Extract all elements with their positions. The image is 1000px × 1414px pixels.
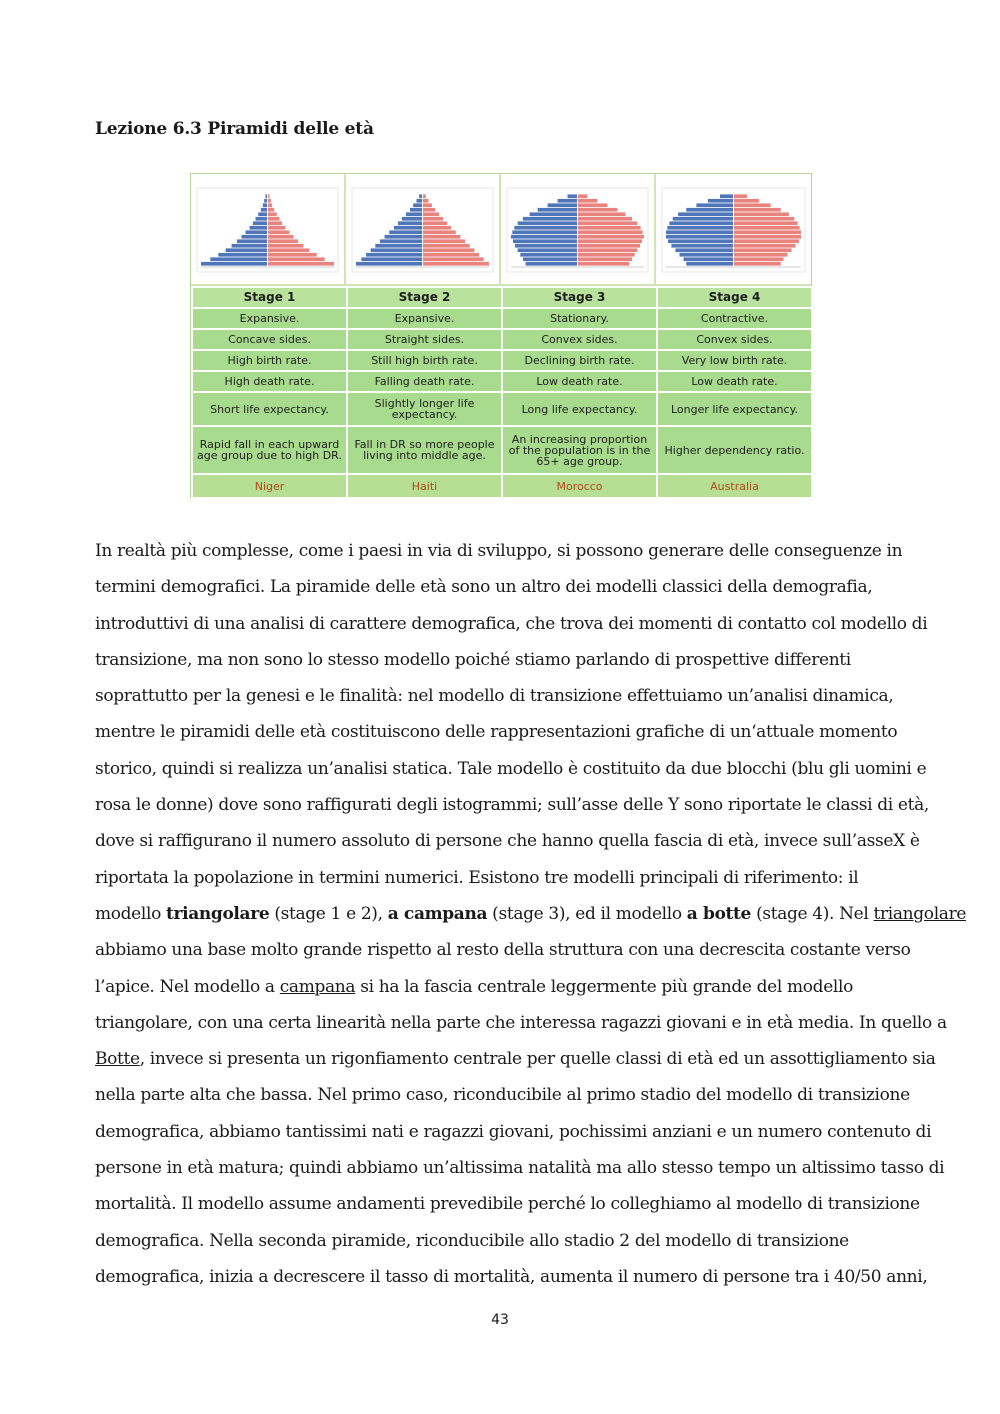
- female-bar: [423, 199, 428, 203]
- table-cell: Stage 1: [192, 287, 347, 308]
- female-bar: [734, 262, 781, 266]
- male-bar: [671, 244, 733, 248]
- male-bar: [526, 262, 577, 266]
- female-bar: [423, 257, 484, 261]
- male-bar: [242, 235, 267, 239]
- male-bar: [720, 194, 733, 198]
- female-bar: [734, 248, 792, 252]
- female-bar: [578, 257, 632, 261]
- pyramid-svg: [501, 174, 654, 284]
- female-bar: [734, 212, 789, 216]
- male-bar: [210, 257, 267, 261]
- female-bar: [734, 257, 783, 261]
- text-line: demografica, inizia a decrescere il tasso di mortalità, aumenta il numero di persone tra i 40/50 anni,: [95, 1266, 928, 1287]
- female-bar: [734, 203, 771, 207]
- text-line: nella parte alta che bassa. Nel primo caso, riconducibile al primo stadio del modello di transizione: [95, 1085, 910, 1106]
- female-bar: [268, 194, 269, 198]
- female-bar: [734, 217, 794, 221]
- table-cell: High birth rate.: [192, 350, 347, 371]
- female-bar: [268, 226, 285, 230]
- female-bar: [268, 239, 298, 243]
- text-line: [95, 896, 967, 932]
- male-bar: [237, 239, 267, 243]
- female-bar: [423, 235, 460, 239]
- female-bar: [578, 212, 625, 216]
- male-bar: [380, 239, 422, 243]
- text-line: abbiamo una base molto grande rispetto al resto della struttura con una decrescita costante verso: [95, 940, 911, 961]
- female-bar: [268, 221, 282, 225]
- male-bar: [398, 221, 422, 225]
- female-bar: [423, 217, 443, 221]
- male-bar: [523, 217, 577, 221]
- male-bar: [686, 262, 733, 266]
- table-row: [192, 308, 812, 329]
- male-bar: [266, 194, 267, 198]
- table-cell: Australia: [657, 474, 812, 498]
- male-bar: [410, 208, 422, 212]
- text-span: l’apice. Nel modello a: [95, 976, 280, 997]
- table-row: [192, 474, 812, 498]
- male-bar: [667, 226, 733, 230]
- female-bar: [268, 248, 309, 252]
- male-bar: [406, 212, 422, 216]
- table-cell: Higher dependency ratio.: [657, 426, 812, 474]
- female-bar: [734, 208, 781, 212]
- text-line: soprattutto per la genesi e le finalità: nel modello di transizione effettuiamo un’analisi dinamica,: [95, 686, 894, 707]
- pyramid-stage-4: [656, 174, 811, 284]
- female-bar: [734, 199, 759, 203]
- female-bar: [734, 221, 798, 225]
- male-bar: [530, 212, 577, 216]
- female-bar: [734, 226, 800, 230]
- bold-term-botte: a botte: [686, 903, 752, 924]
- male-bar: [538, 208, 577, 212]
- table-cell: Straight sides.: [347, 329, 502, 350]
- page-number: 43: [491, 1312, 509, 1328]
- text-line: triangolare, con una certa linearità nella parte che interessa ragazzi giovani e in età media. In quello a: [95, 1012, 947, 1033]
- table-cell: Expansive.: [192, 308, 347, 329]
- pyramid-svg: [656, 174, 811, 284]
- table-cell: Long life expectancy.: [502, 392, 657, 426]
- male-bar: [523, 257, 577, 261]
- table-cell: Niger: [192, 474, 347, 498]
- male-bar: [548, 203, 577, 207]
- pyramid-frame: [662, 188, 805, 272]
- female-bar: [578, 194, 587, 198]
- female-bar: [423, 239, 465, 243]
- male-bar: [513, 239, 577, 243]
- male-bar: [375, 244, 422, 248]
- section-heading: Lezione 6.3 Piramidi delle età: [95, 119, 374, 139]
- male-bar: [413, 203, 422, 207]
- text-line: riportata la popolazione in termini numerici. Esistono tre modelli principali di riferimento: il: [95, 867, 859, 888]
- male-bar: [246, 230, 267, 234]
- female-bar: [734, 194, 747, 198]
- table-cell: Very low birth rate.: [657, 350, 812, 371]
- male-bar: [558, 199, 577, 203]
- text-line: mentre le piramidi delle età costituiscono delle rappresentazioni grafiche di un‘attuale momento: [95, 722, 898, 743]
- male-bar: [511, 235, 577, 239]
- table-cell: Contractive.: [657, 308, 812, 329]
- female-bar: [578, 230, 643, 234]
- text-span: si ha la fascia centrale leggermente più grande del modello: [355, 976, 853, 997]
- male-bar: [708, 199, 733, 203]
- male-bar: [675, 248, 733, 252]
- female-bar: [423, 262, 489, 266]
- table-row: [192, 392, 812, 426]
- female-bar: [268, 203, 272, 207]
- underlined-term-botte: Botte: [95, 1049, 140, 1070]
- text-line: persone in età matura; quindi abbiamo un’altissima natalità ma allo stesso tempo un altissimo tasso di: [95, 1158, 945, 1179]
- female-bar: [578, 208, 617, 212]
- text-line: dove si raffigurano il numero assoluto di persone che hanno quella fascia di età, invece sull’asseX è: [95, 831, 920, 852]
- table-cell: Slightly longer life expectancy.: [347, 392, 502, 426]
- text-line: demografica. Nella seconda piramide, riconducibile allo stadio 2 del modello di transizione: [95, 1230, 849, 1251]
- female-bar: [734, 253, 788, 257]
- male-bar: [371, 248, 422, 252]
- male-bar: [261, 208, 267, 212]
- female-bar: [423, 221, 447, 225]
- male-bar: [514, 226, 577, 230]
- male-bar: [512, 230, 577, 234]
- male-bar: [669, 221, 733, 225]
- text-line: rosa le donne) dove sono raffigurati degli istogrammi; sull’asse delle Y sono riportate le classi di età,: [95, 795, 929, 816]
- table-row: [192, 371, 812, 392]
- male-bar: [361, 257, 422, 261]
- female-bar: [423, 203, 432, 207]
- female-bar: [734, 235, 801, 239]
- table-cell: Convex sides.: [657, 329, 812, 350]
- male-bar: [389, 230, 422, 234]
- female-bar: [423, 253, 479, 257]
- female-bar: [578, 217, 632, 221]
- female-bar: [268, 244, 303, 248]
- female-bar: [423, 244, 470, 248]
- male-bar: [568, 194, 577, 198]
- table-cell: An increasing proportion of the population is in the 65+ age group.: [502, 426, 657, 474]
- male-bar: [258, 212, 267, 216]
- male-bar: [263, 203, 267, 207]
- male-bar: [668, 239, 733, 243]
- female-bar: [423, 248, 474, 252]
- pyramid-svg: [346, 174, 499, 284]
- male-bar: [678, 212, 733, 216]
- text-span: (stage 1 e 2),: [269, 903, 388, 924]
- pyramid-svg: [191, 174, 344, 284]
- male-bar: [520, 253, 577, 257]
- text-line: In realtà più complesse, come i paesi in via di sviluppo, si possono generare delle conseguenze in: [95, 541, 903, 561]
- pyramid-stage-1: [191, 174, 346, 284]
- table-cell: Stage 2: [347, 287, 502, 308]
- female-bar: [268, 199, 271, 203]
- female-bar: [268, 212, 277, 216]
- text-line: termini demografici. La piramide delle età sono un altro dei modelli classici della demografia,: [95, 577, 873, 598]
- female-bar: [578, 262, 629, 266]
- male-bar: [666, 230, 733, 234]
- table-cell: Stage 4: [657, 287, 812, 308]
- table-cell: Longer life expectancy.: [657, 392, 812, 426]
- male-bar: [666, 235, 733, 239]
- male-bar: [253, 221, 267, 225]
- table-cell: High death rate.: [192, 371, 347, 392]
- female-bar: [423, 230, 456, 234]
- stages-table: [191, 286, 813, 499]
- text-line: [95, 969, 910, 1005]
- female-bar: [578, 244, 640, 248]
- male-bar: [356, 262, 422, 266]
- table-cell: Low death rate.: [657, 371, 812, 392]
- male-bar: [264, 199, 267, 203]
- female-bar: [423, 212, 439, 216]
- male-bar: [232, 244, 267, 248]
- male-bar: [366, 253, 422, 257]
- pyramid-stage-2: [346, 174, 501, 284]
- female-bar: [734, 230, 801, 234]
- text-line: [95, 1041, 936, 1077]
- body-text: [95, 533, 967, 1295]
- table-cell: Falling death rate.: [347, 371, 502, 392]
- female-bar: [268, 208, 274, 212]
- female-bar: [578, 239, 642, 243]
- table-row: [192, 287, 812, 308]
- male-bar: [515, 244, 577, 248]
- table-cell: Haiti: [347, 474, 502, 498]
- text-line: demografica, abbiamo tantissimi nati e ragazzi giovani, pochissimi anziani e un numero contenuto di: [95, 1121, 932, 1142]
- table-cell: Stage 3: [502, 287, 657, 308]
- pyramid-charts-row: [191, 174, 811, 284]
- text-span: , invece si presenta un rigonfiamento centrale per quelle classi di età ed un assottigliamento sia: [139, 1049, 936, 1070]
- male-bar: [394, 226, 422, 230]
- female-bar: [268, 262, 334, 266]
- female-bar: [578, 203, 607, 207]
- female-bar: [578, 226, 641, 230]
- table-cell: Stationary.: [502, 308, 657, 329]
- text-span: (stage 3), ed il modello: [487, 903, 687, 924]
- pyramid-stage-3: [501, 174, 656, 284]
- female-bar: [268, 217, 279, 221]
- text-line: introduttivi di una analisi di carattere demografica, che trova dei momenti di contatto col modello di: [95, 613, 928, 634]
- male-bar: [419, 194, 422, 198]
- female-bar: [423, 194, 426, 198]
- table-row: [192, 329, 812, 350]
- text-line: transizione, ma non sono lo stesso modello poiché stiamo parlando di prospettive differenti: [95, 649, 851, 670]
- population-pyramids-figure: [190, 173, 812, 498]
- female-bar: [423, 208, 435, 212]
- male-bar: [518, 221, 577, 225]
- male-bar: [686, 208, 733, 212]
- male-bar: [680, 253, 734, 257]
- table-cell: Declining birth rate.: [502, 350, 657, 371]
- underlined-term-triangolare: triangolare: [873, 903, 967, 924]
- male-bar: [684, 257, 733, 261]
- female-bar: [423, 226, 451, 230]
- female-bar: [734, 239, 799, 243]
- table-cell: Still high birth rate.: [347, 350, 502, 371]
- female-bar: [268, 257, 325, 261]
- table-cell: Concave sides.: [192, 329, 347, 350]
- male-bar: [696, 203, 733, 207]
- female-bar: [578, 248, 637, 252]
- table-cell: Convex sides.: [502, 329, 657, 350]
- text-line: mortalità. Il modello assume andamenti prevedibile perché lo colleghiamo al modello di transizione: [95, 1194, 920, 1215]
- male-bar: [250, 226, 267, 230]
- bold-term-triangolare: triangolare: [166, 903, 270, 924]
- table-cell: Rapid fall in each upward age group due to high DR.: [192, 426, 347, 474]
- table-cell: Expansive.: [347, 308, 502, 329]
- female-bar: [578, 221, 637, 225]
- male-bar: [218, 253, 267, 257]
- male-bar: [402, 217, 422, 221]
- male-bar: [256, 217, 267, 221]
- table-cell: Fall in DR so more people living into middle age.: [347, 426, 502, 474]
- female-bar: [268, 230, 289, 234]
- text-line: storico, quindi si realizza un’analisi statica. Tale modello è costituito da due blocchi (blu gli uomini e: [95, 758, 927, 779]
- male-bar: [417, 199, 422, 203]
- female-bar: [578, 253, 635, 257]
- female-bar: [578, 235, 644, 239]
- table-cell: Morocco: [502, 474, 657, 498]
- male-bar: [226, 248, 267, 252]
- female-bar: [268, 253, 317, 257]
- female-bar: [578, 199, 597, 203]
- female-bar: [268, 235, 293, 239]
- male-bar: [673, 217, 733, 221]
- underlined-term-campana: campana: [279, 976, 356, 997]
- text-span: (stage 4). Nel: [751, 903, 874, 924]
- male-bar: [518, 248, 577, 252]
- female-bar: [734, 244, 796, 248]
- text-span: modello: [95, 903, 167, 924]
- bold-term-campana: a campana: [387, 903, 488, 924]
- table-cell: Low death rate.: [502, 371, 657, 392]
- male-bar: [201, 262, 267, 266]
- table-row: [192, 350, 812, 371]
- table-row: [192, 426, 812, 474]
- table-cell: Short life expectancy.: [192, 392, 347, 426]
- male-bar: [385, 235, 422, 239]
